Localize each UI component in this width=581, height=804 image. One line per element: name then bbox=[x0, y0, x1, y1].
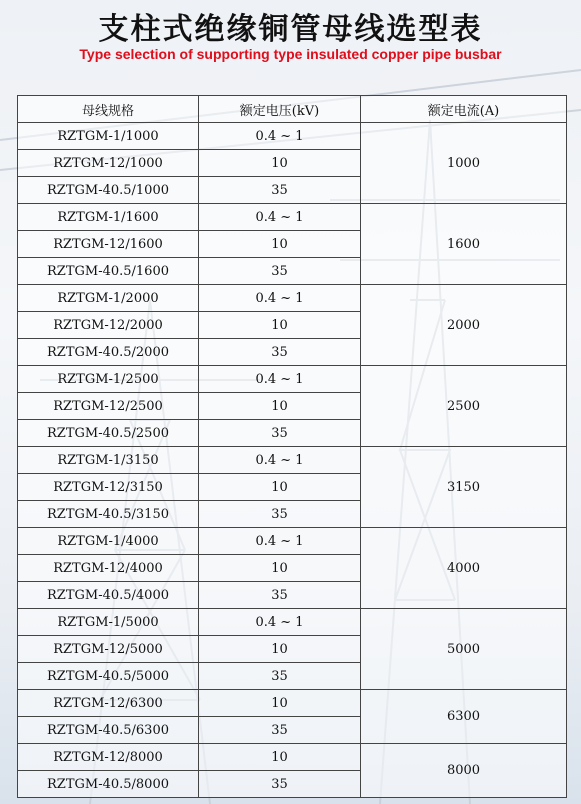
table-row bbox=[18, 204, 567, 231]
current-cell: 1600 bbox=[361, 204, 567, 285]
voltage-cell: 0.4 ~ 1 bbox=[199, 204, 361, 231]
model-cell: RZTGM-12/4000 bbox=[18, 555, 199, 582]
model-cell: RZTGM-40.5/2500 bbox=[18, 420, 199, 447]
header-voltage: 额定电压(kV) bbox=[199, 96, 361, 123]
voltage-cell: 35 bbox=[199, 501, 361, 528]
table-header-row bbox=[18, 96, 567, 123]
voltage-cell: 0.4 ~ 1 bbox=[199, 528, 361, 555]
model-cell: RZTGM-12/2000 bbox=[18, 312, 199, 339]
page-subtitle: Type selection of supporting type insulated copper pipe busbar bbox=[79, 46, 502, 62]
model-cell: RZTGM-40.5/1000 bbox=[18, 177, 199, 204]
model-cell: RZTGM-12/6300 bbox=[18, 690, 199, 717]
table-row bbox=[18, 609, 567, 636]
current-cell: 8000 bbox=[361, 744, 567, 798]
model-cell: RZTGM-40.5/4000 bbox=[18, 582, 199, 609]
voltage-cell: 35 bbox=[199, 420, 361, 447]
model-cell: RZTGM-12/2500 bbox=[18, 393, 199, 420]
voltage-cell: 10 bbox=[199, 555, 361, 582]
model-cell: RZTGM-1/2000 bbox=[18, 285, 199, 312]
current-cell: 2500 bbox=[361, 366, 567, 447]
page-title: 支柱式绝缘铜管母线选型表 bbox=[98, 12, 483, 47]
voltage-cell: 35 bbox=[199, 339, 361, 366]
model-cell: RZTGM-1/1600 bbox=[18, 204, 199, 231]
table-body bbox=[18, 123, 567, 798]
voltage-cell: 35 bbox=[199, 771, 361, 798]
voltage-cell: 0.4 ~ 1 bbox=[199, 123, 361, 150]
model-cell: RZTGM-12/3150 bbox=[18, 474, 199, 501]
current-cell: 2000 bbox=[361, 285, 567, 366]
model-cell: RZTGM-12/1600 bbox=[18, 231, 199, 258]
table-row bbox=[18, 366, 567, 393]
model-cell: RZTGM-40.5/3150 bbox=[18, 501, 199, 528]
model-cell: RZTGM-40.5/8000 bbox=[18, 771, 199, 798]
voltage-cell: 35 bbox=[199, 177, 361, 204]
model-cell: RZTGM-40.5/1600 bbox=[18, 258, 199, 285]
voltage-cell: 10 bbox=[199, 231, 361, 258]
header-model: 母线规格 bbox=[18, 96, 199, 123]
voltage-cell: 0.4 ~ 1 bbox=[199, 447, 361, 474]
header-current: 额定电流(A) bbox=[361, 96, 567, 123]
voltage-cell: 10 bbox=[199, 393, 361, 420]
model-cell: RZTGM-40.5/2000 bbox=[18, 339, 199, 366]
model-cell: RZTGM-1/2500 bbox=[18, 366, 199, 393]
voltage-cell: 35 bbox=[199, 258, 361, 285]
busbar-selection-table bbox=[17, 95, 567, 798]
voltage-cell: 10 bbox=[199, 474, 361, 501]
model-cell: RZTGM-12/1000 bbox=[18, 150, 199, 177]
voltage-cell: 10 bbox=[199, 636, 361, 663]
current-cell: 6300 bbox=[361, 690, 567, 744]
voltage-cell: 35 bbox=[199, 663, 361, 690]
model-cell: RZTGM-1/1000 bbox=[18, 123, 199, 150]
model-cell: RZTGM-12/8000 bbox=[18, 744, 199, 771]
table-row bbox=[18, 744, 567, 771]
table-row bbox=[18, 285, 567, 312]
voltage-cell: 0.4 ~ 1 bbox=[199, 285, 361, 312]
voltage-cell: 10 bbox=[199, 744, 361, 771]
current-cell: 5000 bbox=[361, 609, 567, 690]
table-row bbox=[18, 447, 567, 474]
current-cell: 1000 bbox=[361, 123, 567, 204]
model-cell: RZTGM-1/4000 bbox=[18, 528, 199, 555]
table-row bbox=[18, 528, 567, 555]
model-cell: RZTGM-1/3150 bbox=[18, 447, 199, 474]
voltage-cell: 0.4 ~ 1 bbox=[199, 366, 361, 393]
current-cell: 4000 bbox=[361, 528, 567, 609]
table-row bbox=[18, 123, 567, 150]
voltage-cell: 10 bbox=[199, 150, 361, 177]
model-cell: RZTGM-12/5000 bbox=[18, 636, 199, 663]
table-row bbox=[18, 690, 567, 717]
voltage-cell: 10 bbox=[199, 690, 361, 717]
voltage-cell: 35 bbox=[199, 582, 361, 609]
model-cell: RZTGM-40.5/5000 bbox=[18, 663, 199, 690]
model-cell: RZTGM-40.5/6300 bbox=[18, 717, 199, 744]
model-cell: RZTGM-1/5000 bbox=[18, 609, 199, 636]
voltage-cell: 35 bbox=[199, 717, 361, 744]
voltage-cell: 0.4 ~ 1 bbox=[199, 609, 361, 636]
voltage-cell: 10 bbox=[199, 312, 361, 339]
current-cell: 3150 bbox=[361, 447, 567, 528]
